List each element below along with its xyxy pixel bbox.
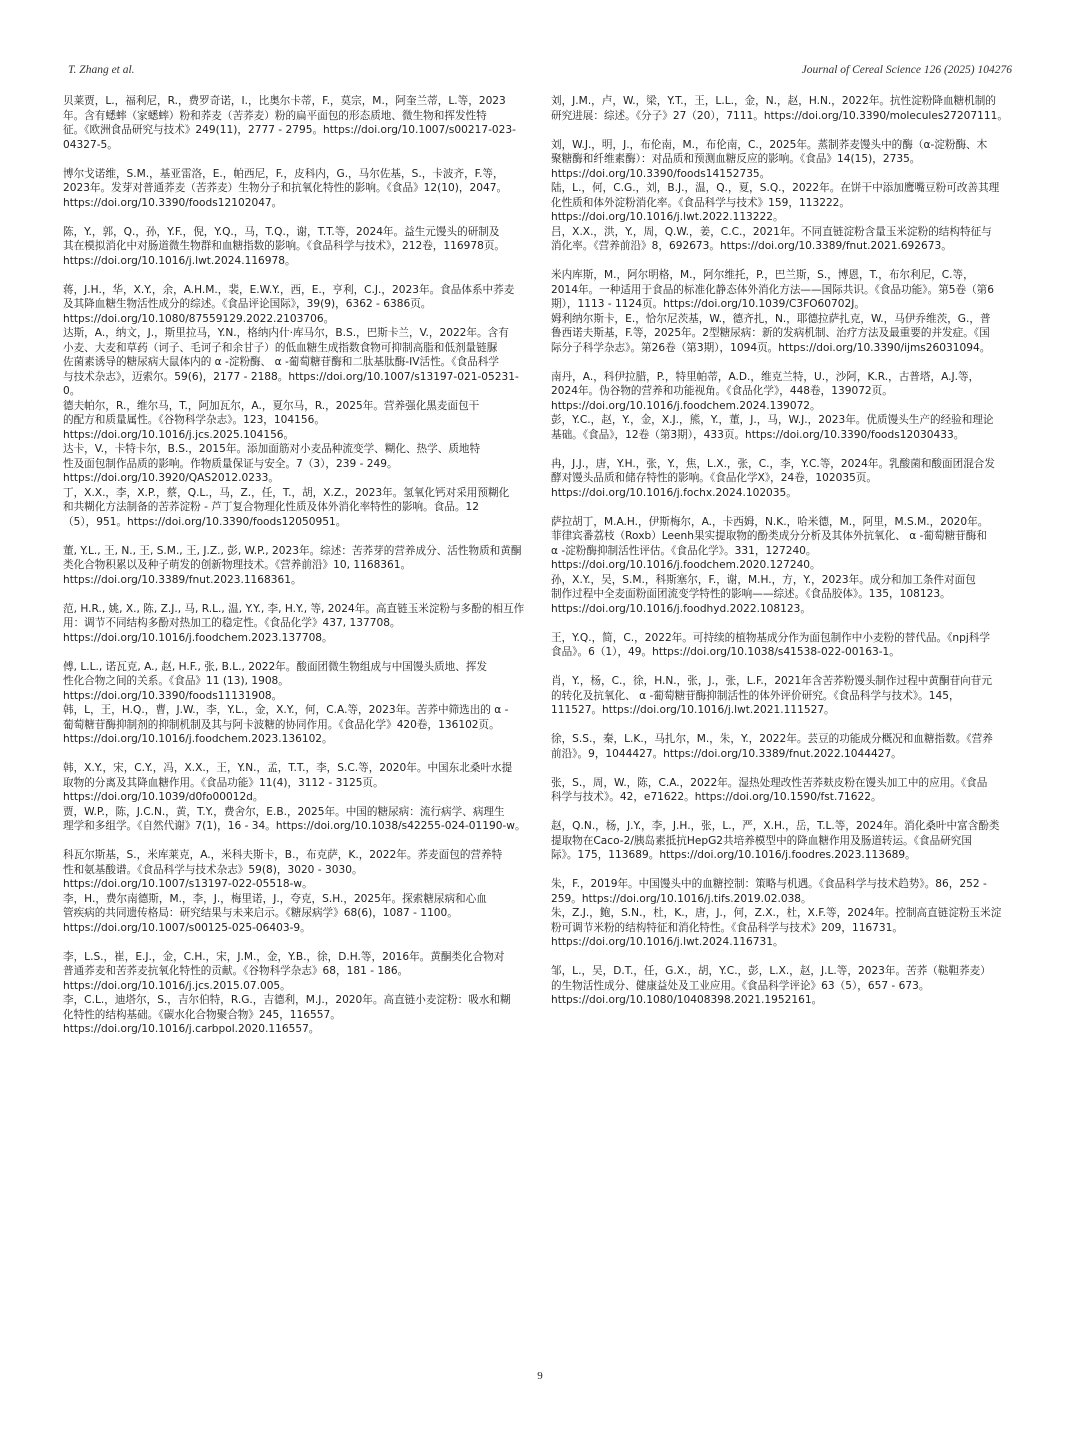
reference-entry xyxy=(63,326,533,399)
reference-entry xyxy=(63,399,533,443)
reference-line: 萨拉胡丁，M.A.H.，伊斯梅尔，A.，卡西姆，N.K.，哈米德，M.，阿里，M.S.M.，2020年。 xyxy=(551,515,989,528)
reference-entry xyxy=(551,906,1021,950)
reference-line[interactable]: https://doi.org/10.3390/foods11131908。 xyxy=(63,689,283,702)
reference-line[interactable]: 与技术杂志》，迈索尔。59(6)，2177 - 2188。https://doi.org/10.1007/s13197-021-05231- xyxy=(63,370,519,383)
reference-line: 李，C.L.，迪塔尔，S.，吉尔伯特，R.G.，吉德利，M.J.，2020年。高直链小麦淀粉：吸水和糊 xyxy=(63,994,511,1006)
reference-line[interactable]: https://doi.org/10.1016/j.foodchem.2023.137708。 xyxy=(63,631,333,644)
reference-entry xyxy=(551,94,1021,123)
reference-line: 化特性的结构基础。《碳水化合物聚合物》245，116557。 xyxy=(63,1008,341,1021)
reference-line: 孙，X.Y.，吴，S.M.，科斯塞尔，F.，谢，M.H.，方，Y.，2023年。成分和加工条件对面包 xyxy=(551,573,976,586)
reference-line[interactable]: 111527。https://doi.org/10.1016/j.lwt.2021.111527。 xyxy=(551,704,835,716)
reference-line: 葡萄糖苷酶抑制剂的抑制机制及其与阿卡波糖的协同作用。《食品化学》420卷，136102页。 xyxy=(63,718,500,731)
reference-line[interactable]: https://doi.org/10.3390/foods14152735。 xyxy=(551,167,771,180)
reference-group xyxy=(551,515,1021,617)
reference-entry xyxy=(63,993,533,1037)
reference-line: 取物的分离及其降血糖作用。《食品功能》11(4)，3112 - 3125页。 xyxy=(63,776,384,789)
reference-line[interactable]: 研究进展：综述。《分子》27（20），7111。https://doi.org/10.3390/molecules27207111。 xyxy=(551,109,1008,122)
reference-line: 制作过程中全麦面粉面团流变学特性的影响——综述。《食品胶体》。135，108123。 xyxy=(551,588,951,600)
reference-line[interactable]: 际分子科学杂志》。第26卷（第3期），1094页。https://doi.org/10.3390/ijms26031094。 xyxy=(551,341,991,354)
reference-line: 酵对馒头品质和储存特性的影响。《食品化学X》，24卷，102035页。 xyxy=(551,472,878,484)
reference-line[interactable]: 消化率。《营养前沿》8，692673。https://doi.org/10.3389/fnut.2021.692673。 xyxy=(551,240,952,252)
page-number: 9 xyxy=(537,1370,543,1382)
reference-line: 其在模拟消化中对肠道微生物群和血糖指数的影响。《食品科学与技术》，212卷，116978页。 xyxy=(63,240,506,252)
reference-line: 邹，L.，吴，D.T.，任，G.X.，胡，Y.C.，彭，L.X.，赵，J.L.等，2023年。苦荞（鞑靼荞麦） xyxy=(551,965,991,977)
reference-line: 赵，Q.N.，杨，J.Y.，李，J.H.，张，L.，严，X.H.，岳，T.L.等，2024年。消化桑叶中富含酚类 xyxy=(551,820,1000,832)
reference-line[interactable]: 基础。《食品》，12卷（第3期），433页。https://doi.org/10.3390/foods12030433。 xyxy=(551,428,965,441)
reference-line: 陈，Y.，郭，Q.，孙，Y.F.，倪，Y.Q.，马，T.Q.，谢，T.T.等，2024年。益生元馒头的研制及 xyxy=(63,225,500,238)
reference-entry xyxy=(551,225,1021,254)
references-left-column xyxy=(63,94,533,1051)
reference-line[interactable]: https://doi.org/10.1016/j.carbpol.2020.116557。 xyxy=(63,1023,320,1035)
reference-line[interactable]: https://doi.org/10.3389/fnut.2023.1168361。 xyxy=(63,573,302,586)
reference-line: 徐，S.S.，秦，L.K.，马扎尔，M.，朱，Y.，2022年。芸豆的功能成分概况和血糖指数。《营养 xyxy=(551,733,993,745)
reference-entry xyxy=(551,573,1021,617)
reference-group xyxy=(63,94,533,152)
reference-entry xyxy=(63,225,533,269)
reference-line[interactable]: https://doi.org/10.1016/j.foodhyd.2022.108123。 xyxy=(551,602,811,615)
reference-group xyxy=(63,544,533,588)
reference-group xyxy=(63,950,533,1037)
reference-entry xyxy=(551,732,1021,761)
reference-entry xyxy=(551,370,1021,414)
reference-group xyxy=(551,732,1021,761)
reference-entry xyxy=(551,631,1021,660)
reference-line[interactable]: 前沿》。9，1044427。https://doi.org/10.3389/fnut.2022.1044427。 xyxy=(551,747,902,760)
reference-line: 2024年。伪谷物的营养和功能视角。《食品化学》，448卷，139072页。 xyxy=(551,385,893,397)
reference-line[interactable]: （5），951。https://doi.org/10.3390/foods12050951。 xyxy=(63,515,347,528)
reference-line: 刘，J.M.，卢，W.，梁，Y.T.，王，L.L.，金，N.，赵，H.N.，2022年。抗性淀粉降血糖机制的 xyxy=(551,95,996,107)
reference-entry xyxy=(63,848,533,892)
reference-line[interactable]: https://doi.org/10.1080/87559129.2022.2103706。 xyxy=(63,312,335,325)
reference-line: 的转化及抗氧化、 α -葡萄糖苷酶抑制活性的体外评价研究。《食品科学与技术》。145， xyxy=(551,689,960,702)
reference-line: 张，S.，周，W.，陈，C.A.，2022年。湿热处理改性苦荞麸皮粉在馒头加工中的应用。《食品 xyxy=(551,776,988,789)
reference-group xyxy=(63,602,533,646)
reference-line: 刘，W.J.，明，J.，布伦南，M.，布伦南，C.，2025年。蒸制荞麦馒头中的酶（α-淀粉酶、木 xyxy=(551,138,988,151)
reference-line: 吕，X.X.，洪，Y.，周，Q.W.，姜，C.C.，2021年。不同直链淀粉含量玉米淀粉的结构特征与 xyxy=(551,225,992,238)
reference-line: 2014年。一种适用于食品的标准化静态体外消化方法——国际共识。《食品功能》。第5卷（第6 xyxy=(551,283,994,296)
reference-line[interactable]: https://doi.org/10.1007/s13197-022-05518-w。 xyxy=(63,878,313,890)
reference-group xyxy=(63,225,533,269)
reference-line: 蒋，J.H.，华，X.Y.，余，A.H.M.，裴，E.W.Y.，西，E.，亨利，C.J.，2023年。食品体系中荞麦 xyxy=(63,283,515,296)
reference-entry xyxy=(551,312,1021,356)
reference-line: 达斯，A.，纳文，J.，斯里拉马，Y.N.，格纳内什·库马尔，B.S.，巴斯卡兰，V.，2022年。含有 xyxy=(63,327,509,339)
reference-group xyxy=(551,877,1021,950)
reference-line: 李，H.，费尔南德斯，M.，李，J.，梅里诺，J.，夸克，S.H.，2025年。探索糖尿病和心血 xyxy=(63,892,487,905)
reference-line: 韩，X.Y.，宋，C.Y.，冯，X.X.，王，Y.N.，孟，T.T.，李，S.C.等，2020年。中国东北桑叶水提 xyxy=(63,762,513,774)
reference-group xyxy=(551,674,1021,718)
reference-line: 肖，Y.，杨，C.，徐，H.N.，张，J.，张，L.F.，2021年含苦荞粉馒头制作过程中黄酮苷向苷元 xyxy=(551,675,992,687)
reference-line: 的生物活性成分、健康益处及工业应用。《食品科学评论》63（5），657 - 673。 xyxy=(551,979,930,992)
reference-line: 及其降血糖生物活性成分的综述。《食品评论国际》，39(9)，6362 - 6386页。 xyxy=(63,298,432,310)
reference-group xyxy=(63,848,533,935)
reference-line: 米内库斯，M.，阿尔明格，M.，阿尔维托，P.，巴兰斯，S.，博恩，T.，布尔利尼，C.等， xyxy=(551,269,974,281)
reference-entry xyxy=(551,819,1021,863)
reference-line: 科瓦尔斯基，S.，米库莱克，A.，米科夫斯卡，B.，布克萨，K.，2022年。荞麦面包的营养特 xyxy=(63,849,503,861)
reference-group xyxy=(551,457,1021,501)
reference-entry xyxy=(63,94,533,152)
reference-line[interactable]: https://doi.org/10.3390/foods12102047。 xyxy=(63,196,283,209)
reference-entry xyxy=(551,268,1021,312)
reference-line: 韩，L，王，H.Q.，曹，J.W.，李，Y.L.，金，X.Y.，何，C.A.等，2023年。苦荞中筛选出的 α - xyxy=(63,704,509,716)
running-header-authors: T. Zhang et al. xyxy=(68,64,135,76)
reference-line[interactable]: https://doi.org/10.1016/j.lwt.2024.116978。 xyxy=(63,254,296,267)
reference-line[interactable]: 际》。175，113689。https://doi.org/10.1016/j.foodres.2023.113689。 xyxy=(551,849,916,861)
reference-entry xyxy=(63,805,533,834)
reference-line: 达卡，V.，卡特卡尔，B.S.，2015年。添加面筋对小麦品种流变学、糊化、热学、质地特 xyxy=(63,443,481,455)
reference-line: 的配方和质量属性。《谷物科学杂志》。123，104156。 xyxy=(63,414,325,426)
reference-group xyxy=(63,761,533,834)
reference-line: 管疾病的共同遗传格局：研究结果与未来启示。《糖尿病学》68(6)，1087 - 1100。 xyxy=(63,907,458,919)
reference-line: 小麦、大麦和草药（诃子、毛诃子和余甘子）的低血糖生成指数食物可抑制高脂和低剂量链脲 xyxy=(63,341,498,354)
reference-entry xyxy=(551,964,1021,1008)
reference-line[interactable]: https://doi.org/10.1016/j.lwt.2024.116731。 xyxy=(551,936,784,948)
reference-line: 普通荞麦和苦荞麦抗氧化特性的贡献。《谷物科学杂志》68，181 - 186。 xyxy=(63,965,409,977)
reference-line: 冉，J.J.，唐，Y.H.，张，Y.，焦，L.X.，张，C.，李，Y.C.等，2024年。乳酸菌和酸面团混合发 xyxy=(551,457,995,470)
reference-entry xyxy=(63,660,533,704)
reference-line: 贝莱贾，L.，福利尼，R.，费罗奇诺，I.，比奥尔卡蒂，F.，莫宗，M.，阿奎兰蒂，L.等，2023 xyxy=(63,95,506,107)
reference-line[interactable]: https://doi.org/10.3920/QAS2012.0233。 xyxy=(63,472,280,484)
reference-line: 提取物在Caco-2/胰岛素抵抗HepG2共培养模型中的降血糖作用及肠道转运。《食品研究国 xyxy=(551,834,972,847)
reference-line[interactable]: https://doi.org/10.1007/s00125-025-06403-9。 xyxy=(63,921,311,934)
reference-line: 化性质和体外淀粉消化率。《食品科学与技术》159，113222。 xyxy=(551,196,851,209)
reference-line: 董, Y.L., 王, N., 王, S.M., 王, J.Z., 彭, W.P., 2023年。综述：苦荞芽的营养成分、活性物质和黄酮 xyxy=(63,544,522,557)
reference-entry xyxy=(63,486,533,530)
reference-line: 南丹，A.，科伊拉腊，P.，特里帕蒂，A.D.，维克兰特，U.，沙阿，K.R.，古普塔，A.J.等， xyxy=(551,370,980,383)
reference-line: 彭，Y.C.，赵，Y.，金，X.J.，熊，Y.，董，J.，马，W.J.，2023年。优质馒头生产的经验和理论 xyxy=(551,414,994,426)
reference-line[interactable]: https://doi.org/10.1039/d0fo00012d。 xyxy=(63,791,264,803)
reference-entry xyxy=(63,761,533,805)
reference-line: 性化合物之间的关系。《食品》11 (13), 1908。 xyxy=(63,675,289,687)
running-header-journal: Journal of Cereal Science 126 (2025) 104276 xyxy=(801,64,1012,76)
reference-entry xyxy=(551,457,1021,501)
reference-line[interactable]: https://doi.org/10.1016/j.fochx.2024.102035。 xyxy=(551,486,797,499)
reference-entry xyxy=(551,674,1021,718)
reference-line[interactable]: https://doi.org/10.1016/j.jcs.2015.07.005。 xyxy=(63,979,291,992)
reference-group xyxy=(63,660,533,747)
reference-line: 姆利纳尔斯卡，E.，恰尔尼茨基，W.，德齐扎，N.，耶德拉萨扎克，W.，马伊乔维茨，G.，普 xyxy=(551,312,991,325)
reference-line: 贾，W.P.，陈，J.C.N.，黄，T.Y.，费舍尔，E.B.，2025年。中国的糖尿病：流行病学、病理生 xyxy=(63,805,505,818)
reference-line[interactable]: https://doi.org/10.1080/10408398.2021.1952161。 xyxy=(551,994,823,1006)
reference-line: 性和氨基酸谱。《食品科学与技术杂志》59(8)，3020 - 3030。 xyxy=(63,863,363,876)
reference-line: 朱，Z.J.，鲍，S.N.，杜，K.，唐，J.，何，Z.X.，杜，X.F.等，2024年。控制高直链淀粉玉米淀 xyxy=(551,907,1002,919)
reference-entry xyxy=(63,167,533,211)
reference-line[interactable]: 理学和多组学。《自然代谢》7(1)，16 - 34。https://doi.org/10.1038/s42255-024-01190-w。 xyxy=(63,820,526,832)
reference-line[interactable]: 食品》。6（1），49。https://doi.org/10.1038/s41538-022-00163-1。 xyxy=(551,646,900,658)
reference-line: 王，Y.Q.，简，C.，2022年。可持续的植物基成分作为面包制作中小麦粉的替代品。《npj科学 xyxy=(551,631,990,644)
reference-line: 用：调节不同结构多酚对热加工的稳定性。《食品化学》437, 137708。 xyxy=(63,617,401,629)
reference-group xyxy=(63,167,533,211)
reference-line[interactable]: 259。https://doi.org/10.1016/j.tifs.2019.02.038。 xyxy=(551,892,812,905)
reference-entry xyxy=(551,138,1021,182)
reference-group xyxy=(551,819,1021,863)
reference-group xyxy=(551,370,1021,443)
reference-line: 傅, L.L., 诺瓦克, A., 赵, H.F., 张, B.L., 2022年。酸面团微生物组成与中国馒头质地、挥发 xyxy=(63,660,488,673)
reference-group xyxy=(551,776,1021,805)
reference-line[interactable]: 征。《欧洲食品研究与技术》249(11)，2777 - 2795。https://doi.org/10.1007/s00217-023- xyxy=(63,124,516,136)
reference-line: 聚糖酶和纤维素酶）：对品质和预测血糖反应的影响。《食品》14(15)，2735。 xyxy=(551,153,921,165)
reference-group xyxy=(551,631,1021,660)
reference-line[interactable]: https://doi.org/10.1016/j.foodchem.2023.136102。 xyxy=(63,733,333,745)
references-right-column xyxy=(551,94,1021,1022)
reference-line: 德夫帕尔，R.，维尔马，T.，阿加瓦尔，A.，夏尔马，R.，2025年。营养强化黑麦面包干 xyxy=(63,399,480,412)
reference-line: 范, H.R., 姚, X., 陈, Z.J., 马, R.L., 温, Y.Y., 李, H.Y., 等, 2024年。高直链玉米淀粉与多酚的相互作 xyxy=(63,602,525,615)
reference-line: 李，L.S.，崔，E.J.，金，C.H.，宋，J.M.，金，Y.B.，徐，D.H.等，2016年。黄酮类化合物对 xyxy=(63,950,505,963)
reference-entry xyxy=(63,950,533,994)
reference-line: α -淀粉酶抑制活性评估。《食品化学》。331，127240。 xyxy=(551,544,817,557)
reference-entry xyxy=(63,442,533,486)
reference-entry xyxy=(63,283,533,327)
reference-line[interactable]: https://doi.org/10.1016/j.jcs.2025.104156。 xyxy=(63,428,295,441)
reference-entry xyxy=(551,515,1021,573)
reference-entry xyxy=(63,892,533,936)
reference-entry xyxy=(551,877,1021,906)
reference-line[interactable]: https://doi.org/10.1016/j.lwt.2022.113222。 xyxy=(551,211,784,223)
reference-entry xyxy=(551,413,1021,442)
reference-line: 类化合物积累以及种子萌发的创新物理技术。《营养前沿》10, 1168361。 xyxy=(63,559,412,571)
reference-line[interactable]: 科学与技术》。42，e71622。https://doi.org/10.1590/fst.71622。 xyxy=(551,791,882,803)
reference-line[interactable]: 期），1113 - 1124页。https://doi.org/10.1039/C3FO60702J。 xyxy=(551,298,865,310)
reference-entry xyxy=(63,703,533,747)
reference-entry xyxy=(551,776,1021,805)
reference-line: 性及面包制作品质的影响。作物质量保证与安全。7（3），239 - 249。 xyxy=(63,457,398,470)
reference-line: 佐菌素诱导的糖尿病大鼠体内的 α -淀粉酶、 α -葡萄糖苷酶和二肽基肽酶-IV活性。《食品科学 xyxy=(63,356,499,368)
reference-line[interactable]: https://doi.org/10.1016/j.foodchem.2024.139072。 xyxy=(551,399,821,412)
reference-line: 0。 xyxy=(63,385,81,397)
reference-line: 年。含有蟋蟀（家蟋蟀）粉和荞麦（苦荞麦）粉的扁平面包的形态质地、微生物和挥发性特 xyxy=(63,109,487,122)
reference-line: 菲律宾番荔枝（Roxb）Leenh果实提取物的酚类成分分析及其体外抗氧化、 α -葡萄糖苷酶和 xyxy=(551,530,987,542)
reference-line: 和共糊化方法制备的苦荞淀粉 - 芦丁复合物理化性质及体外消化率特性的影响。食品。12 xyxy=(63,501,480,513)
reference-line: 陆，L.，何，C.G.，刘，B.J.，温，Q.，夏，S.Q.，2022年。在饼干中添加鹰嘴豆粉可改善其理 xyxy=(551,182,1000,194)
reference-group xyxy=(63,283,533,530)
reference-entry xyxy=(63,544,533,588)
reference-group xyxy=(551,94,1021,123)
reference-line: 2023年。发芽对普通荞麦（苦荞麦）生物分子和抗氧化特性的影响。《食品》12(10)，2047。 xyxy=(63,182,508,194)
reference-line: 丁，X.X.，李，X.P.，蔡，Q.L.，马，Z.，任，T.，胡，X.Z.，2023年。氢氧化钙对采用预糊化 xyxy=(63,486,510,499)
reference-line[interactable]: https://doi.org/10.1016/j.foodchem.2020.127240。 xyxy=(551,559,821,571)
reference-line: 04327-5。 xyxy=(63,138,118,151)
reference-line: 鲁西诺夫斯基，F.等，2025年。2型糖尿病：新的发病机制、治疗方法及最重要的并发症。《国 xyxy=(551,327,990,339)
reference-line: 博尔戈诺维，S.M.，基亚雷洛，E.，帕西尼，F.，皮科内，G.，马尔佐基，S.，卡波齐，F.等， xyxy=(63,167,504,180)
reference-line: 朱，F.，2019年。中国馒头中的血糖控制：策略与机遇。《食品科学与技术趋势》。86，252 - xyxy=(551,878,987,890)
reference-entry xyxy=(551,181,1021,225)
reference-group xyxy=(551,268,1021,355)
reference-group xyxy=(551,964,1021,1008)
reference-line: 粉可调节米粉的结构特征和消化特性。《食品科学与技术》209，116731。 xyxy=(551,921,903,934)
reference-entry xyxy=(63,602,533,646)
reference-group xyxy=(551,138,1021,254)
